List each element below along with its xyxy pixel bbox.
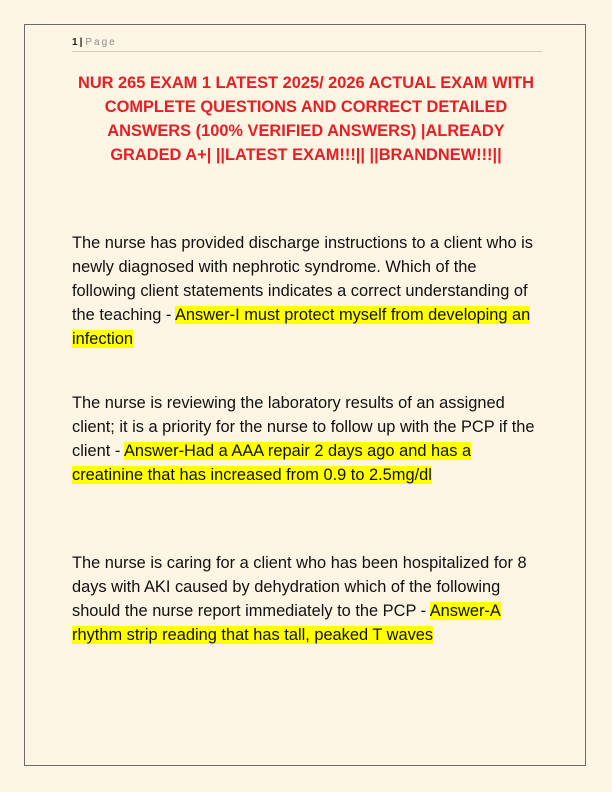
page-number: 1	[72, 37, 78, 48]
page-header	[72, 36, 542, 52]
answer-text: Answer-A rhythm strip reading that has tall, peaked T waves	[72, 602, 501, 644]
document-title: NUR 265 EXAM 1 LATEST 2025/ 2026 ACTUAL EXAM WITH COMPLETE QUESTIONS AND CORRECT DETAILED ANSWERS (100% VERIFIED ANSWERS) |ALREADY GRADED A+| ||LATEST EXAM!!!|| ||BRANDNEW!!!||	[77, 74, 534, 164]
question-text: The nurse is caring for a client who has been hospitalized for 8 days with AKI caused by dehydration which of the following should the nurse report immediately to the PCP -	[72, 554, 527, 620]
question-text: The nurse has provided discharge instructions to a client who is newly diagnosed with nephrotic syndrome. Which of the following client statements indicates a correct understanding of the teaching -	[72, 234, 534, 324]
page-separator: |	[79, 37, 83, 48]
page-word: Page	[85, 37, 117, 48]
question-block-3	[72, 551, 542, 647]
question-block-1	[72, 231, 542, 351]
question-block-2	[72, 391, 542, 487]
question-text: The nurse is reviewing the laboratory results of an assigned client; it is a priority for the nurse to follow up with the PCP if the client -	[72, 394, 535, 460]
answer-text: Answer-Had a AAA repair 2 days ago and has a creatinine that has increased from 0.9 to 2.5mg/dl	[72, 442, 472, 484]
answer-text: Answer-I must protect myself from developing an infection	[72, 306, 531, 348]
